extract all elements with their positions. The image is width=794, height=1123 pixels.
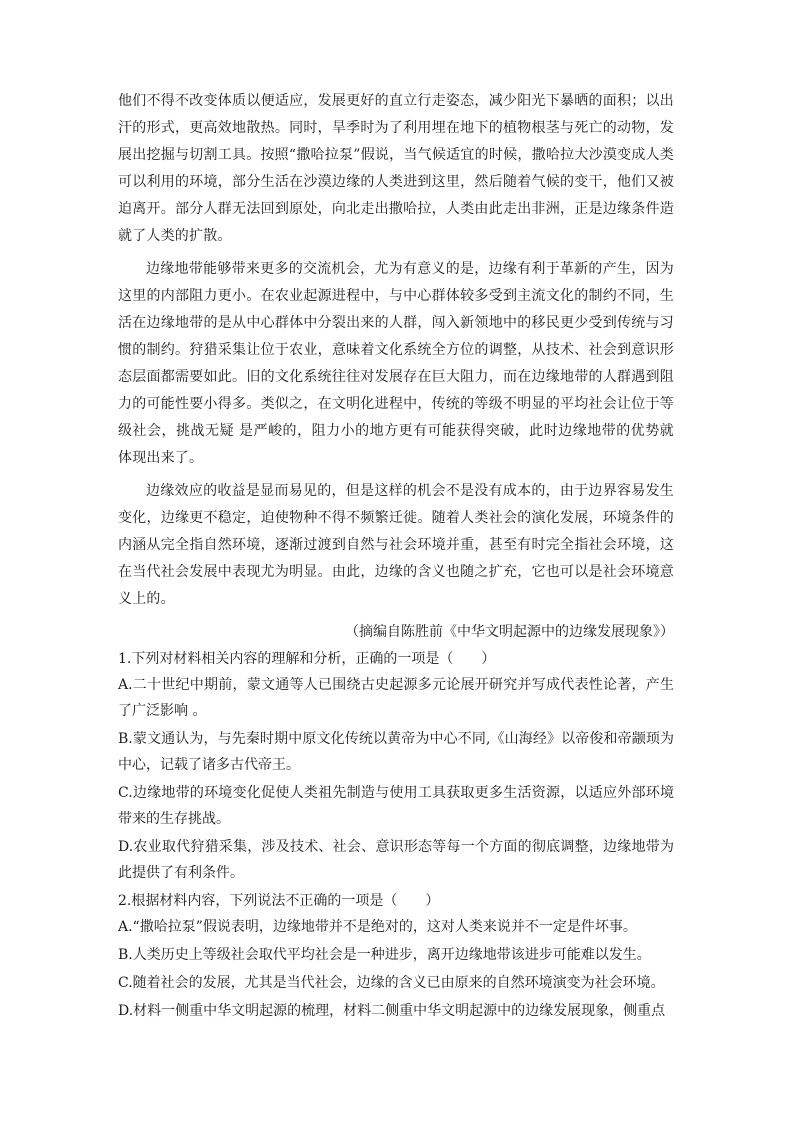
question-2: [118, 888, 674, 1024]
question-1-option-d: D.农业取代狩猎采集，涉及技术、社会、意识形态等每一个方面的彻底调整，边缘地带为此提供了有利条件。: [118, 839, 674, 881]
document-page: [118, 88, 674, 1026]
question-1-option-b: B.蒙文通认为，与先秦时期中原文化传统以黄帝为中心不同,《山海经》以帝俊和帝颛顼为中心，记载了诸多古代帝王。: [118, 731, 674, 773]
passage-source: （摘编自陈胜前《中华文明起源中的边缘发展现象》）: [345, 624, 674, 640]
passage-paragraph-1: 他们不得不改变体质以便适应，发展更好的直立行走姿态，减少阳光下暴晒的面积；以出汗的形式，更高效地散热。同时，旱季时为了利用埋在地下的植物根茎与死亡的动物，发展出挖掘与切割工具。按照“撒哈拉泵”假说，当气候适宜的时候，撒哈拉大沙漠变成人类可以利用的环境，部分生活在沙漠边缘的人类进到这里，然后随着气候的变干，他们又被迫离开。部分人群无法回到原处，向北走出撒哈拉，人类由此走出非洲，正是边缘条件造就了人类的扩散。: [118, 93, 674, 244]
question-2-option-b: B.人类历史上等级社会取代平均社会是一种进步，离开边缘地带该进步可能难以发生。: [118, 947, 651, 963]
question-2-stem: 2.根据材料内容，下列说法不正确的一项是（ ）: [118, 893, 440, 909]
passage-paragraph-3: 边缘效应的收益是显而易见的，但是这样的机会不是没有成本的，由于边界容易发生变化，边缘更不稳定，迫使物种不得不频繁迁徙。随着人类社会的演化发展，环境条件的内涵从完全指自然环境，逐渐过渡到自然与社会环境并重，甚至有时完全指社会环境，这在当代社会发展中表现尤为明显。由此，边缘的含义也随之扩充，它也可以是社会环境意义上的。: [118, 483, 674, 607]
question-2-option-d: D.材料一侧重中华文明起源的梳理，材料二侧重中华文明起源中的边缘发展现象，侧重点: [118, 1003, 666, 1019]
question-1-option-a: A.二十世纪中期前，蒙文通等人已围绕古史起源多元论展开研究并写成代表性论著，产生了广泛影响 。: [118, 677, 674, 719]
question-2-option-a: A.“撒哈拉泵”假说表明，边缘地带并不是绝对的，这对人类来说并不一定是件坏事。: [118, 919, 637, 935]
passage: [118, 88, 674, 646]
question-1-stem: 1.下列对材料相关内容的理解和分析，正确的一项是（ ）: [118, 651, 496, 667]
question-1: [118, 646, 674, 886]
question-1-option-c: C.边缘地带的环境变化促使人类祖先制造与使用工具获取更多生活资源，以适应外部环境带来的生存挑战。: [118, 785, 674, 827]
passage-paragraph-2: 边缘地带能够带来更多的交流机会，尤为有意义的是，边缘有利于革新的产生，因为这里的内部阻力更小。在农业起源进程中，与中心群体较多受到主流文化的制约不同，生活在边缘地带的是从中心群体中分裂出来的人群，闯入新领地中的移民更少受到传统与习惯的制约。狩猎采集让位于农业，意味着文化系统全方位的调整，从技术、社会到意识形态层面都需要如此。旧的文化系统往往对发展存在巨大阻力，而在边缘地带的人群遇到阻力的可能性要小得多。类似之，在文明化进程中，传统的等级不明显的平均社会让位于等级社会，挑战无疑 是严峻的，阻力小的地方更有可能获得突破，此时边缘地带的优势就体现出来了。: [118, 261, 674, 466]
question-2-option-c: C.随着社会的发展，尤其是当代社会，边缘的含义已由原来的自然环境演变为社会环境。: [118, 975, 665, 991]
